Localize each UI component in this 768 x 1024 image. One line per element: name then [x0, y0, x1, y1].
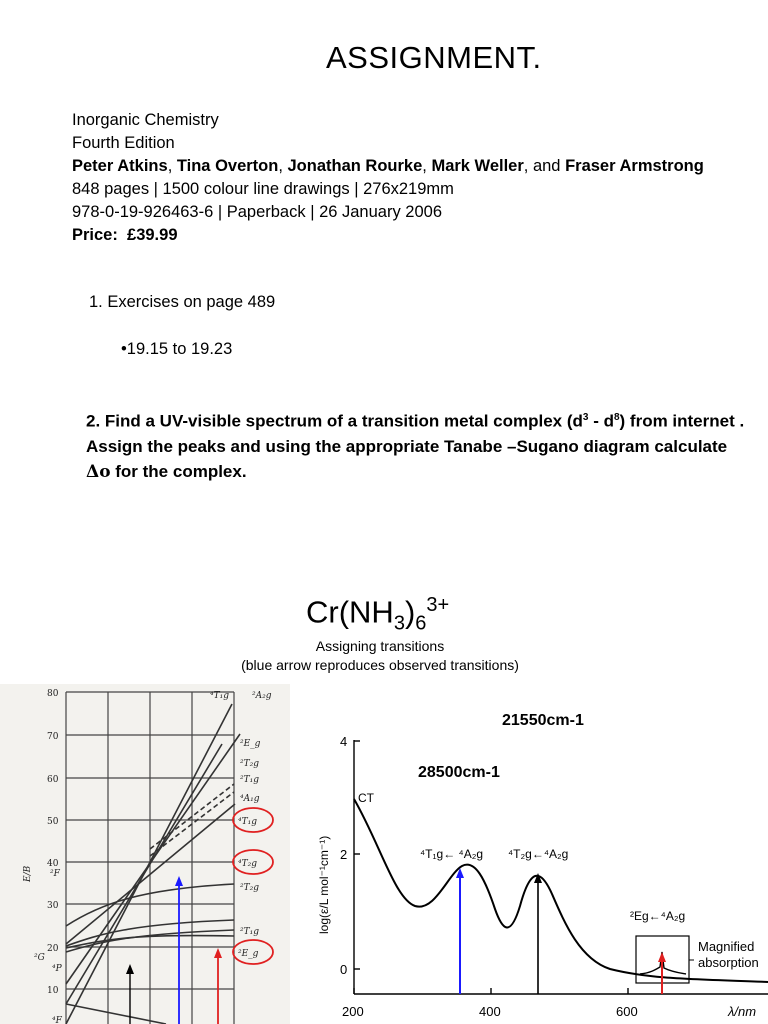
exercise-1: 1. Exercises on page 489 — [89, 293, 276, 311]
complex-formula — [306, 594, 449, 636]
arrow-head — [658, 952, 666, 962]
exercise-2-text: - d — [588, 411, 614, 431]
magnified-label: absorption — [698, 955, 759, 970]
page-title: ASSIGNMENT. — [326, 40, 542, 75]
x-axis-label: λ/nm — [728, 1004, 757, 1019]
term-label: ⁴T₂g — [238, 859, 257, 869]
y-tick: 80 — [47, 689, 59, 699]
peak-wavenumber-label: 21550cm-1 — [502, 712, 584, 729]
y-tick: 10 — [47, 986, 59, 996]
magnified-label: Magnified — [698, 939, 755, 954]
x-tick: 400 — [479, 1004, 501, 1019]
book-details: 848 pages | 1500 colour line drawings | 276x219mm — [72, 180, 454, 198]
term-label: ²E_g — [238, 949, 259, 959]
book-reference — [72, 109, 752, 247]
book-authors — [72, 155, 752, 178]
y-axis-label: E/B — [23, 865, 33, 882]
term-label: ²T₁g — [240, 927, 259, 937]
band-assignment: ⁴T₂g←⁴A₂g — [508, 847, 569, 861]
caption-line: Assigning transitions — [315, 638, 445, 654]
author-sep: , — [422, 157, 432, 175]
ct-label: CT — [358, 791, 374, 805]
term-label: ²T₂g — [240, 759, 259, 769]
y-tick: 30 — [47, 901, 59, 911]
y-tick: 70 — [47, 732, 59, 742]
exercise-2-text: for the complex. — [110, 461, 247, 481]
term-label: ²E_g — [240, 739, 261, 749]
price-value: £39.99 — [127, 226, 178, 244]
term-label: ⁴T₁g — [210, 691, 229, 701]
author-name: Tina Overton — [176, 157, 279, 175]
formula-close: ) — [404, 594, 416, 630]
term-label: ⁴A₁g — [240, 794, 260, 804]
band-assignment: ²Eg←⁴A₂g — [630, 909, 686, 923]
formula-sub: 3 — [393, 612, 405, 635]
term-label: ²T₁g — [240, 775, 259, 785]
formula-base: Cr(NH — [306, 594, 394, 630]
y-tick: 60 — [47, 775, 59, 785]
author-sep: , — [278, 157, 288, 175]
y-tick: 4 — [340, 734, 348, 749]
caption-line: (blue arrow reproduces observed transitions) — [241, 657, 519, 673]
book-edition: Fourth Edition — [72, 134, 175, 152]
x-tick: 200 — [342, 1004, 364, 1019]
author-name: Peter Atkins — [72, 157, 168, 175]
book-price — [72, 224, 752, 247]
x-tick: 600 — [616, 1004, 638, 1019]
y-tick: 20 — [47, 944, 59, 954]
book-isbn: 978-0-19-926463-6 | Paperback | 26 January 2006 — [72, 203, 442, 221]
y-tick: 50 — [47, 817, 59, 827]
term-label: ²T₂g — [240, 883, 259, 893]
y-tick: 0 — [340, 962, 348, 977]
book-title: Inorganic Chemistry — [72, 111, 219, 129]
exercise-2 — [86, 405, 746, 485]
term-label: ²F — [50, 869, 60, 879]
term-label: ²G — [34, 953, 45, 963]
figure-caption — [150, 637, 610, 675]
exercise-2-text: ) from internet . Assign the peaks and using the appropriate Tanabe –Sugano diagram calculate — [86, 411, 745, 456]
term-label: ⁴P — [52, 964, 62, 974]
absorption-spectrum — [290, 684, 768, 1024]
exercise-1-range: •19.15 to 19.23 — [121, 340, 233, 358]
peak-wavenumber-label: 28500cm-1 — [418, 764, 500, 781]
term-label: ²A₂g — [252, 691, 272, 701]
d-electron-sup: 3 — [582, 412, 589, 423]
exercise-2-text: 2. Find a UV-visible spectrum of a transition metal complex (d — [86, 411, 583, 431]
term-label: ⁴T₁g — [238, 817, 257, 827]
formula-charge: 3+ — [426, 594, 450, 616]
term-label: ⁴F — [52, 1016, 62, 1024]
formula-sub: 6 — [415, 612, 427, 635]
y-axis-label: log(ε/L mol⁻¹cm⁻¹) — [317, 835, 331, 934]
author-sep: , and — [523, 157, 566, 175]
author-name: Fraser Armstrong — [565, 157, 704, 175]
price-label: Price: — [72, 226, 118, 244]
y-tick: 40 — [47, 859, 59, 869]
tanabe-sugano-diagram — [0, 684, 290, 1024]
author-name: Jonathan Rourke — [287, 157, 423, 175]
author-sep: , — [167, 157, 177, 175]
band-assignment: ⁴T₁g← ⁴A₂g — [420, 847, 484, 861]
delta-symbol: Δo — [86, 461, 111, 482]
d-electron-sup: 8 — [613, 412, 620, 423]
y-tick: 2 — [340, 847, 348, 862]
author-name: Mark Weller — [431, 157, 524, 175]
